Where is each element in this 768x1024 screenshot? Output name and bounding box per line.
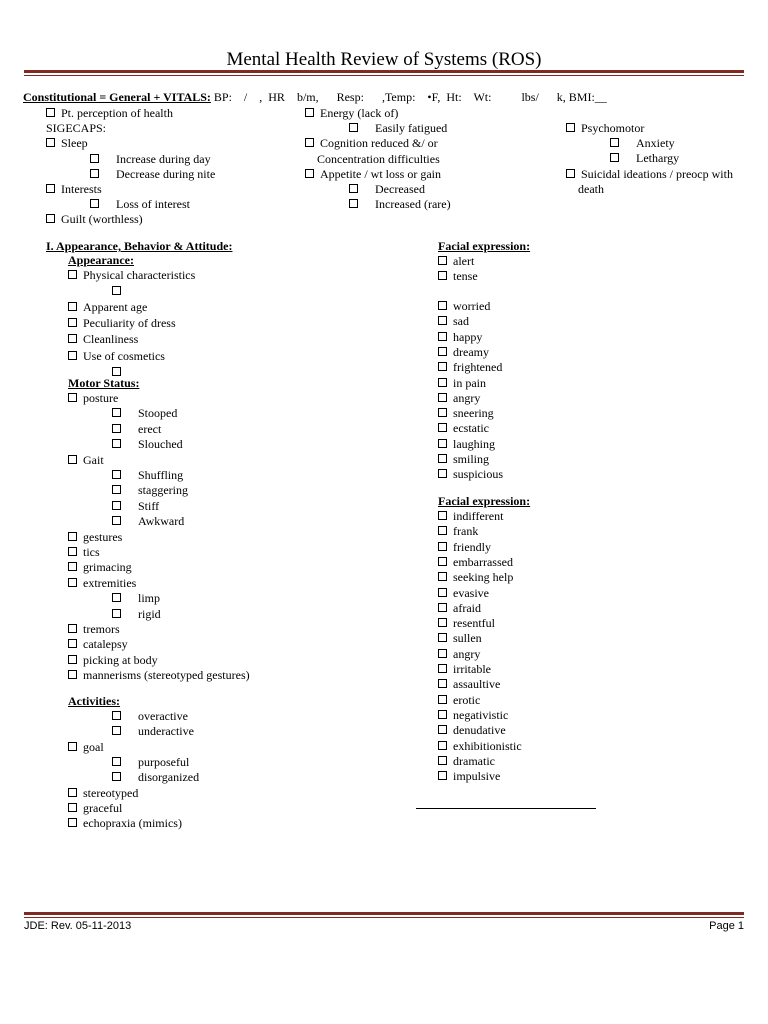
appearance-label: Appearance: [68, 253, 134, 267]
list-item-label: grimacing [83, 560, 132, 575]
list-item-label: death [578, 181, 604, 196]
list-item-label: seeking help [453, 570, 514, 585]
list-item-label: smiling [453, 452, 490, 466]
checkbox-icon[interactable] [438, 271, 447, 280]
checkbox-icon[interactable] [68, 742, 77, 751]
checkbox-icon[interactable] [112, 485, 121, 494]
list-item [438, 616, 495, 631]
list-item-label: Peculiarity of dress [83, 316, 176, 331]
list-item [68, 740, 104, 755]
list-item-label: disorganized [138, 770, 200, 785]
list-item [438, 406, 494, 421]
list-item [438, 467, 503, 482]
constitutional-label: Constitutional = General + VITALS: [23, 90, 211, 104]
list-item [438, 391, 480, 406]
list-item-label: laughing [453, 436, 495, 451]
list-item [438, 509, 503, 524]
list-item-label: impulsive [453, 769, 501, 784]
checkbox-icon[interactable] [610, 153, 619, 162]
section-heading: I. Appearance, Behavior & Attitude: [46, 239, 233, 253]
list-item [112, 483, 188, 498]
list-item-label: afraid [453, 600, 481, 615]
list-item [610, 136, 675, 151]
list-item-label: posture [83, 391, 119, 405]
list-item-label: embarrassed [453, 554, 513, 569]
list-item-label: assaultive [453, 677, 501, 692]
list-item [349, 197, 451, 212]
list-item-label: tense [453, 269, 478, 284]
checkbox-icon[interactable] [112, 772, 121, 781]
checkbox-icon[interactable] [112, 593, 121, 602]
list-item [438, 662, 491, 677]
checkbox-icon[interactable] [112, 516, 121, 525]
list-item-label: mannerisms (stereotyped gestures) [83, 668, 250, 683]
list-item-label: tremors [83, 622, 120, 636]
checkbox-icon[interactable] [438, 408, 447, 417]
list-item-label: erect [138, 421, 162, 436]
list-item [90, 167, 215, 182]
checkbox-icon[interactable] [438, 256, 447, 265]
list-item-label: exhibitionistic [453, 738, 522, 753]
list-item [112, 591, 160, 606]
checkbox-icon[interactable] [349, 199, 358, 208]
list-item [90, 197, 190, 212]
checkbox-icon[interactable] [46, 214, 55, 223]
list-item [112, 422, 161, 437]
list-item-label: irritable [453, 662, 491, 676]
list-item [438, 677, 500, 692]
list-item [438, 647, 480, 662]
list-item [438, 769, 500, 784]
list-item-label: resentful [453, 616, 495, 631]
checkbox-icon[interactable] [112, 470, 121, 479]
checkbox-icon[interactable] [438, 469, 447, 478]
list-item [438, 540, 491, 555]
list-item [112, 770, 199, 785]
list-item-label: stereotyped [83, 785, 139, 800]
list-item-label: catalepsy [83, 637, 128, 652]
list-item [438, 314, 469, 329]
checkbox-icon[interactable] [438, 588, 447, 597]
checkbox-icon[interactable] [68, 562, 77, 571]
signature-line [416, 808, 596, 809]
constitutional-row [23, 90, 607, 105]
checkbox-icon[interactable] [90, 169, 99, 178]
checkbox-icon[interactable] [112, 439, 121, 448]
list-item-label: indifferent [453, 509, 504, 523]
checkbox-icon[interactable] [438, 454, 447, 463]
list-item [68, 332, 138, 347]
list-item [68, 391, 118, 406]
list-item-label: Use of cosmetics [83, 348, 165, 363]
checkbox-icon[interactable] [566, 123, 575, 132]
list-item [46, 212, 143, 227]
checkbox-icon[interactable] [112, 286, 121, 295]
list-item [112, 514, 184, 529]
checkbox-icon[interactable] [610, 138, 619, 147]
checkbox-icon[interactable] [90, 199, 99, 208]
checkbox-icon[interactable] [438, 557, 447, 566]
checkbox-icon[interactable] [112, 424, 121, 433]
list-item-label: goal [83, 739, 104, 754]
list-item-label: Gait [83, 452, 104, 467]
list-item-label: Loss of interest [116, 197, 190, 212]
checkbox-icon[interactable] [438, 633, 447, 642]
list-item [46, 136, 88, 151]
checkbox-icon[interactable] [438, 393, 447, 402]
list-item-label: Appetite / wt loss or gain [320, 166, 441, 181]
list-item-label: extremities [83, 575, 137, 590]
checkbox-icon[interactable] [438, 618, 447, 627]
checkbox-icon[interactable] [438, 542, 447, 551]
list-item [438, 452, 489, 467]
checkbox-icon[interactable] [438, 741, 447, 750]
checkbox-icon[interactable] [305, 108, 314, 117]
checkbox-icon[interactable] [68, 455, 77, 464]
list-item-label: Decreased [375, 182, 425, 196]
checkbox-icon[interactable] [438, 347, 447, 356]
list-item [68, 453, 104, 468]
list-item-label: Pt. perception of health [61, 106, 173, 120]
list-item [112, 499, 159, 514]
list-item-label: frank [453, 524, 479, 539]
checkbox-icon[interactable] [68, 788, 77, 797]
list-item-label: suspicious [453, 467, 504, 482]
checkbox-icon[interactable] [438, 710, 447, 719]
motor-status-label: Motor Status: [68, 376, 140, 390]
list-item [68, 816, 182, 831]
list-item [90, 152, 211, 167]
revision-label: JDE: Rev. 05-11-2013 [24, 920, 132, 932]
list-item-label: dreamy [453, 344, 489, 359]
list-item [68, 653, 158, 668]
list-item [305, 136, 438, 151]
list-item-label: frightened [453, 360, 503, 375]
list-item-label: Lethargy [636, 151, 680, 166]
list-item-label: worried [453, 299, 491, 313]
list-item-label: alert [453, 254, 475, 268]
list-item [438, 723, 506, 738]
list-item [68, 316, 176, 331]
checkbox-icon[interactable] [68, 803, 77, 812]
list-item [46, 106, 173, 121]
checkbox-icon[interactable] [438, 301, 447, 310]
list-item [438, 330, 482, 345]
list-item [438, 254, 474, 269]
list-item-label: Stiff [138, 498, 160, 513]
list-item-label: Increased (rare) [375, 197, 451, 212]
list-item-label: Cognition reduced &/ or [320, 136, 438, 151]
list-item-label: overactive [138, 709, 188, 723]
list-item-label: sneering [453, 406, 494, 421]
list-item [438, 437, 495, 452]
checkbox-icon[interactable] [112, 501, 121, 510]
list-item-label: Guilt (worthless) [61, 212, 143, 227]
list-item [68, 300, 147, 315]
page-number: Page 1 [709, 920, 744, 932]
list-item-label: dramatic [453, 753, 495, 768]
list-item [438, 708, 508, 723]
list-item [438, 601, 481, 616]
checkbox-icon[interactable] [68, 532, 77, 541]
list-item-label: in pain [453, 375, 486, 390]
list-item-label: limp [138, 591, 161, 606]
list-item-label: purposeful [138, 754, 190, 769]
checkbox-icon[interactable] [438, 439, 447, 448]
checkbox-icon[interactable] [68, 624, 77, 633]
checkbox-icon[interactable] [68, 351, 77, 360]
list-item-label: friendly [453, 539, 491, 554]
list-item-label: echopraxia (mimics) [83, 816, 182, 831]
list-item [68, 576, 136, 591]
checkbox-icon[interactable] [68, 270, 77, 279]
list-item [438, 345, 489, 360]
checkbox-icon[interactable] [46, 138, 55, 147]
list-item [438, 555, 513, 570]
checkbox-icon[interactable] [438, 771, 447, 780]
checkbox-icon[interactable] [112, 757, 121, 766]
list-item-label: Increase during day [116, 151, 211, 166]
activities-label: Activities: [68, 694, 120, 708]
list-item [438, 421, 489, 436]
list-item [68, 560, 132, 575]
list-item-label: Apparent age [83, 300, 148, 315]
checkbox-icon[interactable] [112, 367, 121, 376]
list-item [438, 693, 480, 708]
checkbox-icon[interactable] [438, 332, 447, 341]
checkbox-icon[interactable] [68, 639, 77, 648]
list-item-label: Awkward [138, 514, 185, 529]
checkbox-icon[interactable] [68, 655, 77, 664]
list-item [112, 709, 188, 724]
list-item-label: Decrease during nite [116, 166, 216, 181]
checkbox-icon[interactable] [112, 408, 121, 417]
list-item-label: angry [453, 390, 481, 405]
page-title: Mental Health Review of Systems (ROS) [226, 49, 542, 70]
checkbox-icon[interactable] [438, 362, 447, 371]
list-item-label: gestures [83, 529, 123, 544]
list-item [438, 524, 478, 539]
checkbox-icon[interactable] [438, 695, 447, 704]
checkbox-icon[interactable] [112, 711, 121, 720]
list-item-label: sullen [453, 631, 482, 646]
checkbox-icon[interactable] [68, 547, 77, 556]
list-item-label: Sleep [61, 136, 88, 151]
list-item [305, 167, 441, 182]
checkbox-icon[interactable] [90, 154, 99, 163]
checkbox-icon[interactable] [68, 670, 77, 679]
checkbox-icon[interactable] [438, 756, 447, 765]
list-item-label: Anxiety [636, 136, 675, 151]
list-item [438, 360, 502, 375]
list-item [438, 754, 495, 769]
list-item-label: Physical characteristics [83, 268, 196, 282]
list-item [68, 668, 250, 683]
list-item [317, 152, 440, 167]
list-item [438, 586, 489, 601]
checkbox-icon[interactable] [438, 603, 447, 612]
checkbox-icon[interactable] [112, 726, 121, 735]
facial-expression-label-1: Facial expression: [438, 239, 531, 253]
list-item [438, 376, 486, 391]
list-item-label: Psychomotor [581, 121, 645, 135]
list-item-label: Cleanliness [83, 332, 139, 347]
checkbox-icon[interactable] [305, 138, 314, 147]
list-item-label: ecstatic [453, 421, 489, 436]
list-item-label: Interests [61, 182, 102, 196]
list-item [112, 724, 194, 739]
list-item-label: picking at body [83, 652, 158, 667]
list-item [68, 268, 195, 283]
checkbox-icon[interactable] [68, 302, 77, 311]
list-item-label: Shuffling [138, 468, 184, 482]
list-item [305, 106, 398, 121]
vitals-text: BP: / , HR b/m, Resp: ,Temp: •F, Ht: Wt: lbs/ k, BMI:__ [213, 90, 607, 104]
list-item [566, 121, 644, 136]
list-item-label: underactive [138, 724, 194, 739]
checkbox-icon[interactable] [438, 664, 447, 673]
facial-expression-label-2: Facial expression: [438, 494, 531, 508]
checkbox-icon[interactable] [68, 393, 77, 402]
list-item [438, 631, 482, 646]
list-item [610, 151, 679, 166]
checkbox-icon[interactable] [438, 316, 447, 325]
list-item [68, 786, 138, 801]
checkbox-icon[interactable] [438, 526, 447, 535]
list-item [438, 299, 490, 314]
checkbox-icon[interactable] [438, 679, 447, 688]
list-item [112, 755, 189, 770]
checkbox-icon[interactable] [438, 378, 447, 387]
checkbox-icon[interactable] [68, 578, 77, 587]
list-item-label: denudative [453, 723, 506, 738]
list-item [112, 437, 183, 452]
list-item-label: Suicidal ideations / preocp with [581, 166, 733, 181]
checkbox-icon[interactable] [46, 108, 55, 117]
list-item [438, 570, 513, 585]
list-item [68, 801, 122, 816]
list-item [566, 167, 733, 182]
checkbox-icon[interactable] [438, 423, 447, 432]
list-item-label: erotic [453, 692, 481, 707]
checkbox-icon[interactable] [68, 818, 77, 827]
list-item [46, 182, 102, 197]
list-item-label: Concentration difficulties [317, 151, 440, 166]
list-item [68, 349, 165, 364]
list-item [68, 637, 128, 652]
list-item [349, 121, 447, 136]
list-item [68, 622, 120, 637]
list-item-label: happy [453, 329, 483, 344]
list-item-label: sad [453, 314, 469, 329]
checkbox-icon[interactable] [112, 609, 121, 618]
checkbox-icon[interactable] [46, 184, 55, 193]
checkbox-icon[interactable] [349, 123, 358, 132]
list-item [68, 545, 100, 560]
header-rule [24, 70, 744, 76]
checkbox-icon[interactable] [438, 649, 447, 658]
list-item [112, 468, 183, 483]
list-item [46, 121, 106, 136]
list-item [112, 284, 138, 299]
list-item-label: angry [453, 646, 481, 661]
list-item-label: staggering [138, 483, 188, 498]
list-item-label: Stooped [138, 406, 178, 421]
checkbox-icon[interactable] [305, 169, 314, 178]
checkbox-icon[interactable] [68, 318, 77, 327]
list-item-label: SIGECAPS: [46, 121, 107, 136]
checkbox-icon[interactable] [438, 725, 447, 734]
list-item [578, 182, 604, 197]
list-item [349, 182, 425, 197]
list-item-label: Easily fatigued [375, 121, 448, 136]
list-item-label: tics [83, 545, 100, 559]
list-item-label: negativistic [453, 707, 509, 722]
list-item-label: evasive [453, 585, 489, 600]
list-item-label: graceful [83, 800, 123, 815]
list-item [438, 269, 478, 284]
list-item [438, 739, 522, 754]
checkbox-icon[interactable] [438, 511, 447, 520]
list-item [112, 607, 161, 622]
list-item [68, 530, 122, 545]
checkbox-icon[interactable] [566, 169, 575, 178]
list-item-label: Slouched [138, 437, 183, 452]
checkbox-icon[interactable] [68, 334, 77, 343]
list-item-label: Energy (lack of) [320, 106, 399, 120]
footer-rule [24, 912, 744, 918]
checkbox-icon[interactable] [438, 572, 447, 581]
list-item [112, 406, 177, 421]
checkbox-icon[interactable] [349, 184, 358, 193]
list-item-label: rigid [138, 606, 161, 621]
